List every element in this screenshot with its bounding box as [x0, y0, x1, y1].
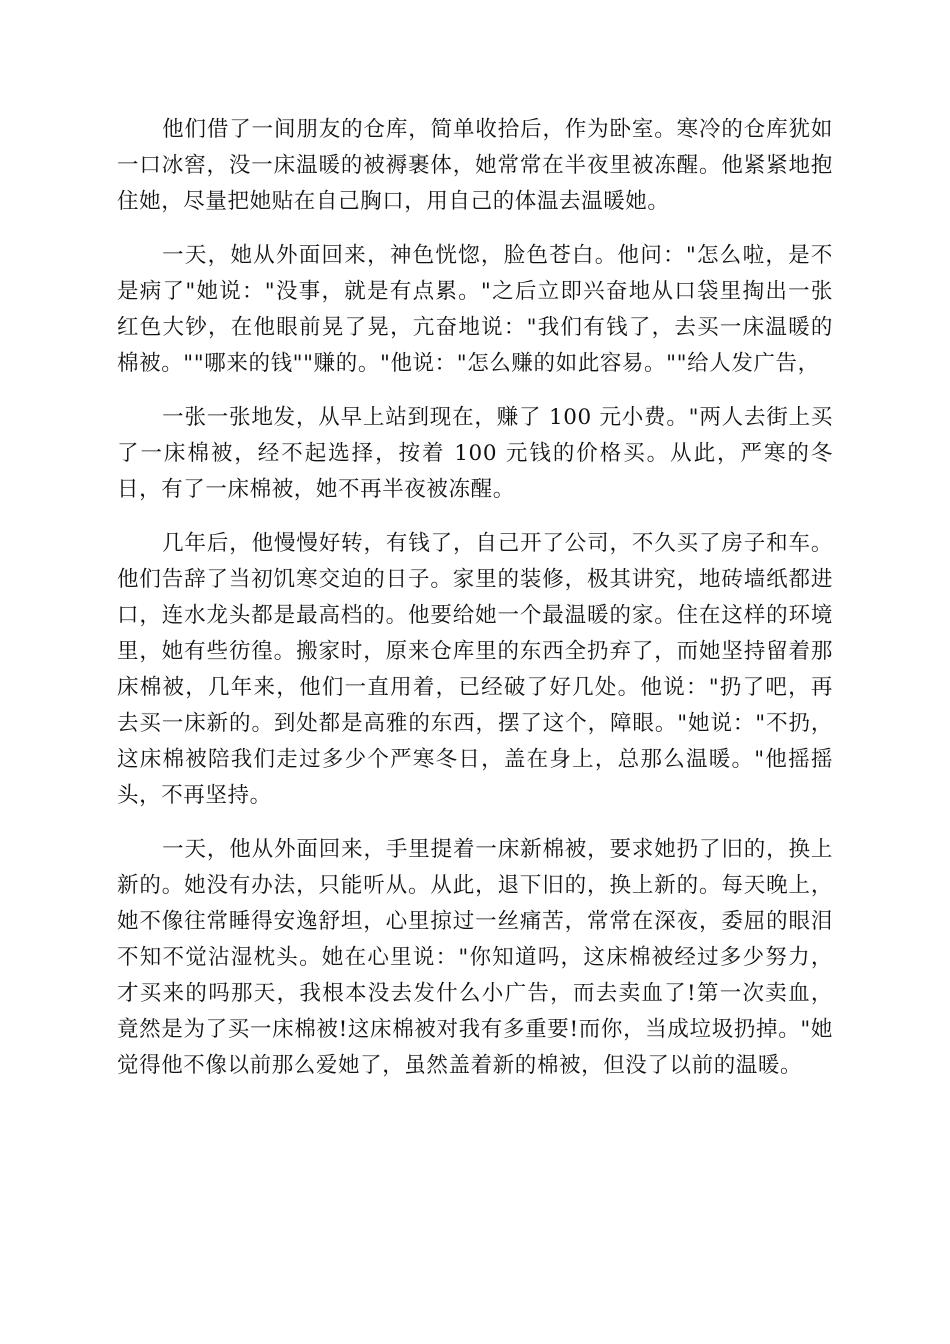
paragraph-5: 一天，他从外面回来，手里提着一床新棉被，要求她扔了旧的，换上新的。她没有办法，只能听从。从此，退下旧的，换上新的。每天晚上，她不像往常睡得安逸舒坦，心里掠过一丝痛苦，常常在深夜，委屈的眼泪不知不觉沾湿枕头。她在心里说："你知道吗，这床棉被经过多少努力，才买来的吗那天，我根本没去发什么小广告，而去卖血了!第一次卖血，竟然是为了买一床棉被!这床棉被对我有多重要!而你，当成垃圾扔掉。"她觉得他不像以前那么爱她了，虽然盖着新的棉被，但没了以前的温暖。 — [117, 837, 833, 1078]
paragraph-4: 几年后，他慢慢好转，有钱了，自己开了公司，不久买了房子和车。他们告辞了当初饥寒交迫的日子。家里的装修，极其讲究，地砖墙纸都进口，连水龙头都是最高档的。他要给她一个最温暖的家。住在这样的环境里，她有些彷徨。搬家时，原来仓库里的东西全扔弃了，而她坚持留着那床棉被，几年来，他们一直用着，已经破了好几处。他说："扔了吧，再去买一床新的。到处都是高雅的东西，摆了这个，障眼。"她说："不扔，这床棉被陪我们走过多少个严寒冬日，盖在身上，总那么温暖。"他摇摇头，不再坚持。 — [117, 531, 833, 808]
paragraph-1: 他们借了一间朋友的仓库，简单收拾后，作为卧室。寒冷的仓库犹如一口冰窖，没一床温暖的被褥裹体，她常常在半夜里被冻醒。他紧紧地抱住她，尽量把她贴在自己胸口，用自己的体温去温暖她。 — [117, 117, 833, 214]
document-body — [117, 112, 833, 1102]
paragraph-3: 一张一张地发，从早上站到现在，赚了 100 元小费。"两人去街上买了一床棉被，经不起选择，按着 100 元钱的价格买。从此，严寒的冬日，有了一床棉被，她不再半夜被冻醒。 — [117, 405, 833, 502]
paragraph-2: 一天，她从外面回来，神色恍惚，脸色苍白。他问："怎么啦，是不是病了"她说："没事，就是有点累。"之后立即兴奋地从口袋里掏出一张红色大钞，在他眼前晃了晃，亢奋地说："我们有钱了，去买一床温暖的棉被。""哪来的钱""赚的。"他说："怎么赚的如此容易。""给人发广告， — [117, 243, 833, 376]
